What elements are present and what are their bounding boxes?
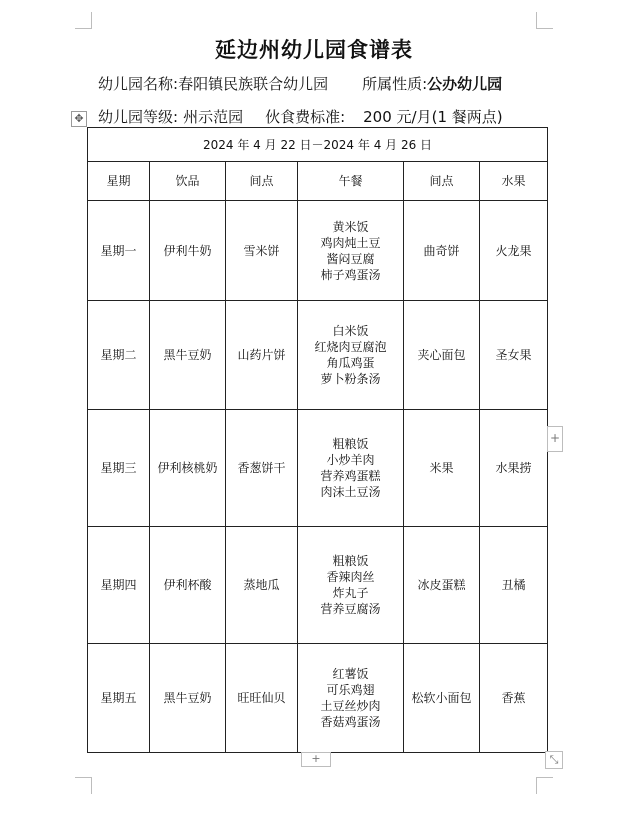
drink-cell: 黑牛豆奶 [150,644,226,753]
lunch-item: 粗粮饭 [332,554,369,568]
kindergarten-info-line [98,73,502,94]
table-row [88,201,548,301]
kindergarten-level-line [98,106,503,127]
lunch-cell [298,201,404,301]
drink-cell: 伊利杯酸 [150,527,226,644]
lunch-item: 红烧肉豆腐泡 [314,340,387,354]
fee-value: 200 元/月(1 餐两点) [363,108,503,126]
snack1-cell: 香葱饼干 [226,410,298,527]
lunch-cell [298,644,404,753]
header-snack2: 间点 [404,162,480,201]
lunch-cell [298,527,404,644]
lunch-item: 萝卜粉条汤 [320,372,381,386]
header-day: 星期 [88,162,150,201]
table-row [88,644,548,753]
lunch-item: 柿子鸡蛋汤 [320,267,381,282]
lunch-item: 营养鸡蛋糕 [320,469,381,483]
header-fruit: 水果 [480,162,548,201]
lunch-item: 白米饭 [332,324,369,338]
snack1-cell: 旺旺仙贝 [226,644,298,753]
lunch-cell [298,410,404,527]
page-corner-mark [536,777,553,794]
snack2-cell: 曲奇饼 [404,201,480,301]
header-drink: 饮品 [150,162,226,201]
lunch-item: 黄米饭 [332,219,369,234]
page-corner-mark [75,777,92,794]
lunch-item: 香菇鸡蛋汤 [320,715,381,729]
lunch-item: 可乐鸡翅 [326,683,375,697]
snack2-cell: 松软小面包 [404,644,480,753]
day-cell: 星期一 [88,201,150,301]
lunch-item: 红薯饭 [332,667,369,681]
document-title: 延边州幼儿园食谱表 [215,37,413,62]
fruit-cell: 香蕉 [480,644,548,753]
menu-table [87,127,548,753]
add-column-icon[interactable]: + [547,426,563,452]
name-label: 幼儿园名称: [98,75,179,93]
date-range: 2024 年 4 月 22 日－2024 年 4 月 26 日 [88,128,548,162]
lunch-item: 鸡肉炖土豆 [320,235,381,250]
snack1-cell: 雪米饼 [226,201,298,301]
snack2-cell: 冰皮蛋糕 [404,527,480,644]
lunch-cell [298,301,404,410]
day-cell: 星期四 [88,527,150,644]
fruit-cell: 丑橘 [480,527,548,644]
nature-label: 所属性质: [362,75,428,93]
day-cell: 星期三 [88,410,150,527]
lunch-item: 小炒羊肉 [326,453,375,467]
header-row [88,162,548,201]
lunch-item: 角瓜鸡蛋 [326,356,375,370]
drink-cell: 黑牛豆奶 [150,301,226,410]
snack2-cell: 米果 [404,410,480,527]
lunch-item: 土豆丝炒肉 [320,699,381,713]
lunch-item: 营养豆腐汤 [320,602,381,616]
page-corner-mark [536,12,553,29]
header-lunch: 午餐 [298,162,404,201]
drink-cell: 伊利核桃奶 [150,410,226,527]
fee-label: 伙食费标准: [265,108,346,126]
fruit-cell: 水果捞 [480,410,548,527]
level-value: 州示范园 [183,108,244,126]
table-move-handle-icon[interactable]: ✥ [71,111,87,127]
level-label: 幼儿园等级: [98,108,179,126]
day-cell: 星期五 [88,644,150,753]
lunch-item: 酱闷豆腐 [326,251,375,266]
drink-cell: 伊利牛奶 [150,201,226,301]
date-range-row [88,128,548,162]
fruit-cell: 圣女果 [480,301,548,410]
snack1-cell: 蒸地瓜 [226,527,298,644]
lunch-item: 肉沫土豆汤 [320,485,381,499]
lunch-item: 炸丸子 [332,586,369,600]
table-row [88,301,548,410]
lunch-item: 粗粮饭 [332,437,369,451]
name-value: 春阳镇民族联合幼儿园 [178,75,329,93]
lunch-item: 香辣肉丝 [326,570,375,584]
add-row-icon[interactable]: + [301,752,331,767]
table-resize-icon[interactable]: ⤡ [545,751,563,769]
fruit-cell: 火龙果 [480,201,548,301]
table-row [88,410,548,527]
page-corner-mark [75,12,92,29]
snack2-cell: 夹心面包 [404,301,480,410]
table-row [88,527,548,644]
snack1-cell: 山药片饼 [226,301,298,410]
header-snack1: 间点 [226,162,298,201]
day-cell: 星期二 [88,301,150,410]
nature-value: 公办幼儿园 [427,75,503,93]
